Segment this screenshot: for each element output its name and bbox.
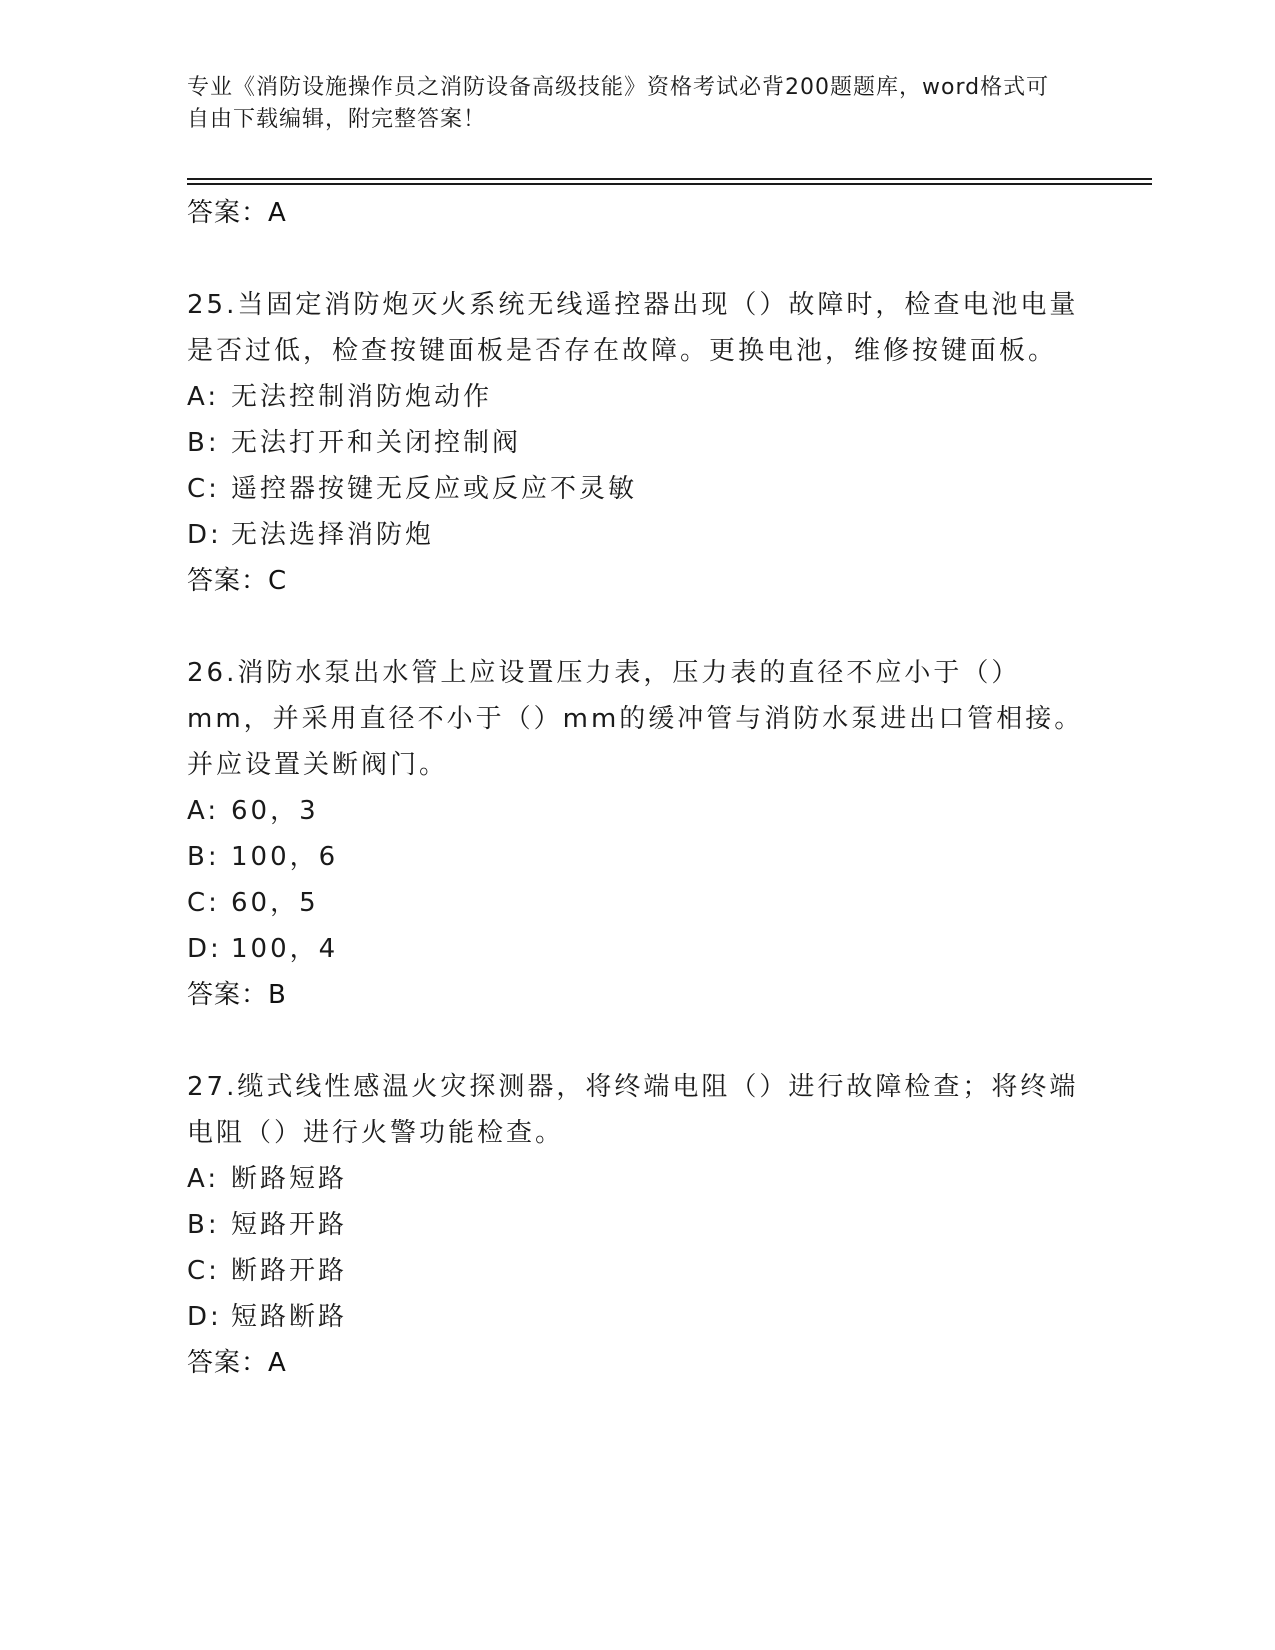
option-key: B: [187,428,220,458]
header-rule-bottom [187,183,1152,185]
option-key: C: [187,474,220,504]
option-d [187,512,1087,558]
question-25 [187,282,1087,604]
question-27 [187,1064,1087,1386]
option-text: 短路断路 [231,1302,348,1332]
option-text: 短路开路 [231,1210,348,1240]
question-answer: 答案：A [187,1348,287,1378]
option-d [187,1294,1087,1340]
option-text: 无法控制消防炮动作 [231,382,493,412]
question-stem: 25.当固定消防炮灭火系统无线遥控器出现（）故障时，检查电池电量是否过低，检查按键面板是否存在故障。更换电池，维修按键面板。 [187,290,1079,366]
option-a [187,1156,1087,1202]
option-text: 100，6 [231,842,339,872]
option-key: D: [187,520,222,550]
question-content [187,190,1087,1386]
option-c [187,1248,1087,1294]
option-c [187,880,1087,926]
option-key: A: [187,382,220,412]
option-text: 60，3 [231,796,319,826]
option-key: B: [187,1210,220,1240]
option-b [187,1202,1087,1248]
question-stem: 27.缆式线性感温火灾探测器，将终端电阻（）进行故障检查；将终端电阻（）进行火警功能检查。 [187,1072,1079,1148]
previous-answer: 答案：A [187,198,287,228]
option-key: C: [187,1256,220,1286]
option-text: 100，4 [231,934,339,964]
option-a [187,788,1087,834]
option-key: B: [187,842,220,872]
option-key: A: [187,796,220,826]
option-text: 无法选择消防炮 [231,520,435,550]
question-26 [187,650,1087,1018]
option-key: C: [187,888,220,918]
option-b [187,420,1087,466]
question-stem: 26.消防水泵出水管上应设置压力表，压力表的直径不应小于（）mm，并采用直径不小于（）mm的缓冲管与消防水泵进出口管相接。并应设置关断阀门。 [187,658,1084,780]
option-text: 断路短路 [231,1164,348,1194]
option-text: 无法打开和关闭控制阀 [231,428,522,458]
option-key: D: [187,934,222,964]
option-text: 遥控器按键无反应或反应不灵敏 [231,474,638,504]
option-key: A: [187,1164,220,1194]
option-text: 60，5 [231,888,319,918]
header-rule-top [187,178,1152,180]
option-a [187,374,1087,420]
question-answer: 答案：B [187,980,287,1010]
option-c [187,466,1087,512]
question-answer: 答案：C [187,566,288,596]
document-header: 专业《消防设施操作员之消防设备高级技能》资格考试必背200题题库，word格式可自由下载编辑，附完整答案！ [187,75,1050,132]
option-b [187,834,1087,880]
option-text: 断路开路 [231,1256,348,1286]
option-key: D: [187,1302,222,1332]
option-d [187,926,1087,972]
